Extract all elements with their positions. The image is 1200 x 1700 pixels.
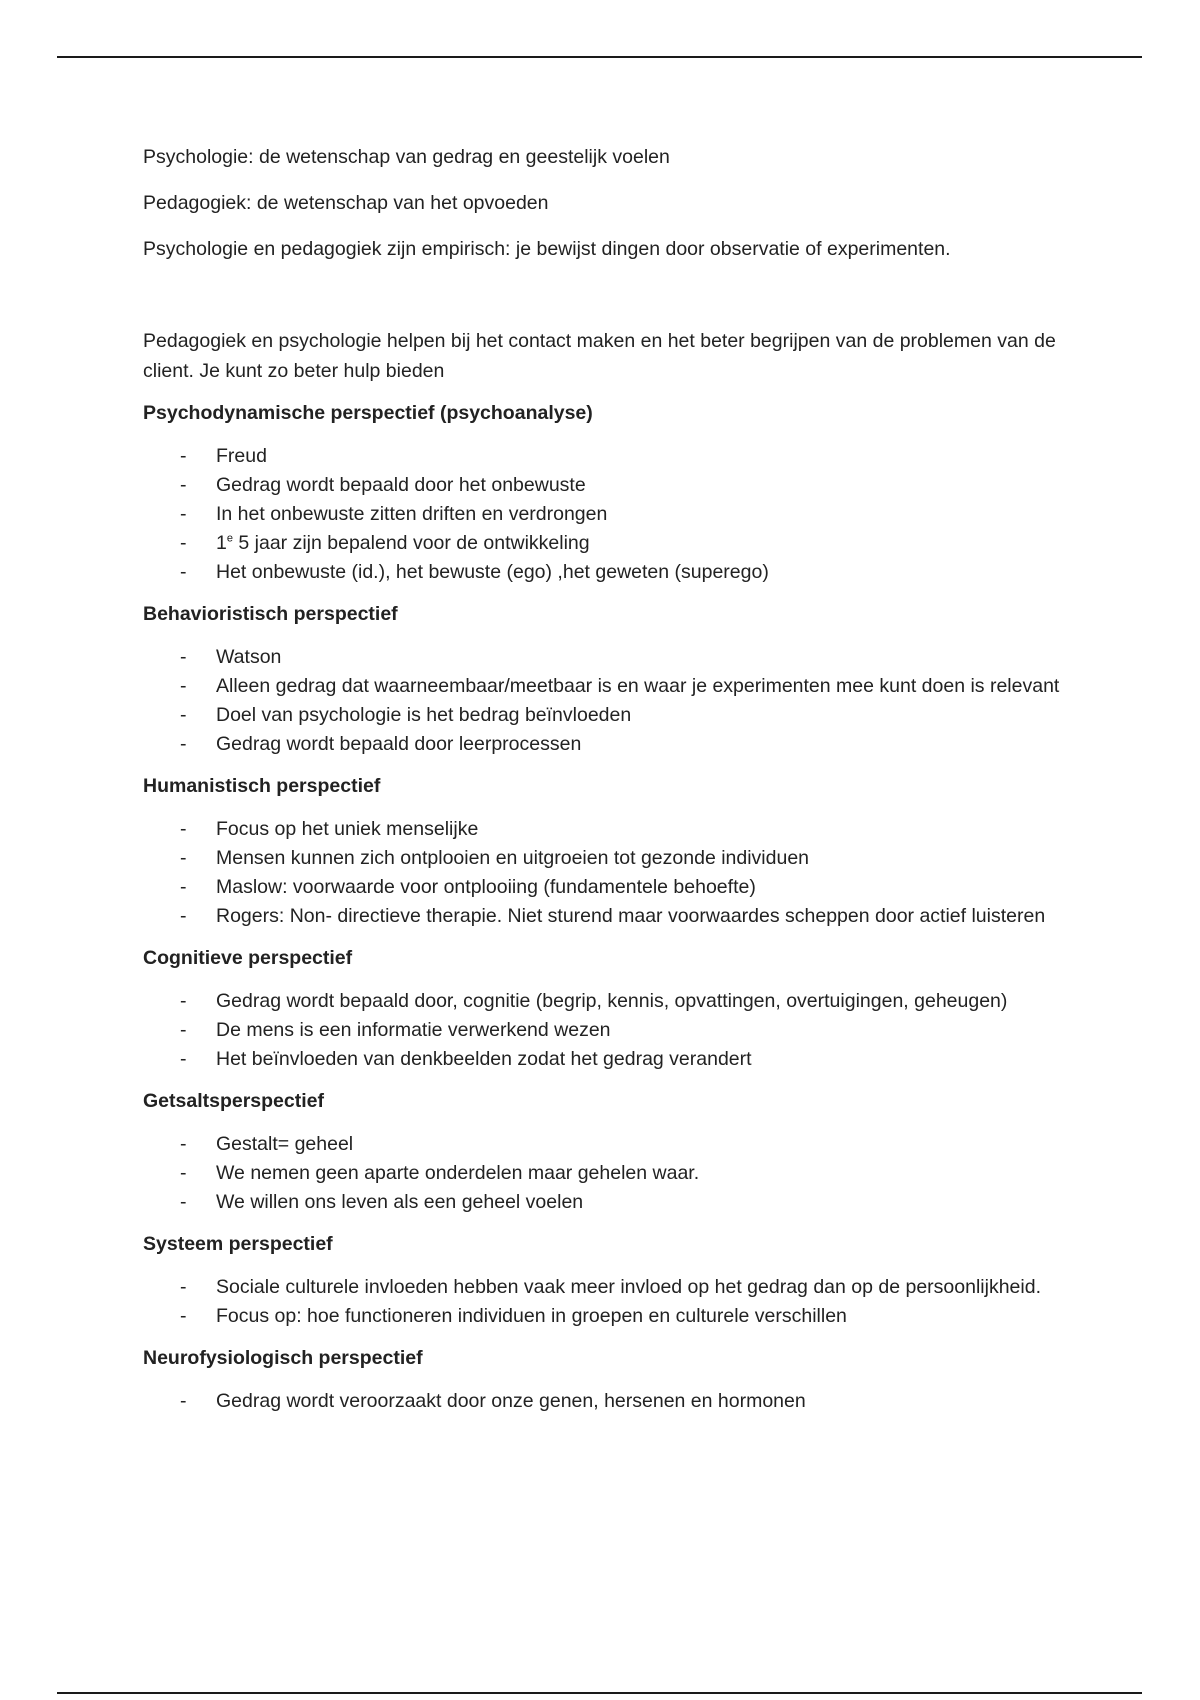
bullet-list [143, 987, 1063, 1074]
bottom-rule [57, 1692, 1142, 1694]
perspectives-list [143, 398, 1063, 1416]
perspective-section [143, 398, 1063, 587]
list-item-text: Het beïnvloeden van denkbeelden zodat het gedrag verandert [216, 1048, 752, 1070]
section-heading: Neurofysiologisch perspectief [143, 1347, 423, 1369]
list-item [143, 1045, 1063, 1074]
bullet-list [143, 442, 1063, 587]
dash-bullet: - [180, 1390, 187, 1412]
list-item-text: Watson [216, 646, 282, 668]
list-item [143, 558, 1063, 587]
list-item [143, 987, 1063, 1016]
list-item [143, 844, 1063, 873]
list-item-text: Focus op: hoe functioneren individuen in groepen en culturele verschillen [216, 1305, 847, 1327]
dash-bullet: - [180, 675, 187, 697]
list-item-text: Freud [216, 445, 267, 467]
bullet-list [143, 1130, 1063, 1217]
dash-bullet: - [180, 1019, 187, 1041]
section-heading: Cognitieve perspectief [143, 947, 353, 969]
list-item-text: Gedrag wordt bepaald door het onbewuste [216, 474, 586, 496]
section-heading: Systeem perspectief [143, 1233, 333, 1255]
list-item-text: Mensen kunnen zich ontplooien en uitgroeien tot gezonde individuen [216, 847, 810, 869]
bullet-list [143, 643, 1063, 759]
dash-bullet: - [180, 847, 187, 869]
list-item [143, 672, 1063, 701]
perspective-section [143, 771, 1063, 931]
list-item-text: We willen ons leven als een geheel voelen [216, 1191, 584, 1213]
dash-bullet: - [180, 990, 187, 1012]
list-item-text: Doel van psychologie is het bedrag beïnvloeden [216, 704, 632, 726]
dash-bullet: - [180, 1048, 187, 1070]
list-item-text: Gedrag wordt bepaald door leerprocessen [216, 733, 582, 755]
document-body [143, 142, 1063, 1428]
ordinal-number: 1 [216, 532, 227, 554]
bullet-list [143, 815, 1063, 931]
perspective-section [143, 943, 1063, 1074]
top-rule [57, 56, 1142, 58]
dash-bullet: - [180, 1305, 187, 1327]
perspective-section [143, 599, 1063, 759]
definition-psychologie: Psychologie: de wetenschap van gedrag en geestelijk voelen [143, 146, 670, 168]
list-item [143, 529, 1063, 558]
list-item [143, 902, 1063, 931]
bullet-list [143, 1387, 1063, 1416]
list-item [143, 643, 1063, 672]
list-item [143, 701, 1063, 730]
section-heading: Psychodynamische perspectief (psychoanalyse) [143, 402, 593, 424]
section-heading: Humanistisch perspectief [143, 775, 381, 797]
dash-bullet: - [180, 818, 187, 840]
list-item [143, 1302, 1063, 1331]
list-item [143, 1130, 1063, 1159]
list-item [143, 873, 1063, 902]
list-item-text: Alleen gedrag dat waarneembaar/meetbaar is en waar je experimenten mee kunt doen is relevant [216, 675, 1060, 697]
list-item-text: We nemen geen aparte onderdelen maar gehelen waar. [216, 1162, 700, 1184]
dash-bullet: - [180, 1162, 187, 1184]
dash-bullet: - [180, 532, 187, 554]
list-item-text [216, 532, 590, 554]
list-item [143, 500, 1063, 529]
dash-bullet: - [180, 474, 187, 496]
bullet-list [143, 1273, 1063, 1331]
dash-bullet: - [180, 561, 187, 583]
list-item [143, 1273, 1063, 1302]
empirical-statement: Psychologie en pedagogiek zijn empirisch: je bewijst dingen door observatie of experimenten. [143, 238, 951, 260]
list-item [143, 1159, 1063, 1188]
list-item [143, 471, 1063, 500]
list-item [143, 1016, 1063, 1045]
list-item [143, 730, 1063, 759]
list-item-text: Gedrag wordt bepaald door, cognitie (begrip, kennis, opvattingen, overtuigingen, geheugen) [216, 990, 1008, 1012]
dash-bullet: - [180, 704, 187, 726]
dash-bullet: - [180, 1191, 187, 1213]
list-item-text: Sociale culturele invloeden hebben vaak meer invloed op het gedrag dan op de persoonlijkheid. [216, 1276, 1041, 1298]
list-item-text: Rogers: Non- directieve therapie. Niet sturend maar voorwaardes scheppen door actief luisteren [216, 905, 1046, 927]
ordinal-suffix: e [226, 532, 233, 545]
dash-bullet: - [180, 503, 187, 525]
perspective-section [143, 1086, 1063, 1217]
list-item-rest: 5 jaar zijn bepalend voor de ontwikkeling [232, 532, 590, 554]
list-item [143, 442, 1063, 471]
list-item-text: Focus op het uniek menselijke [216, 818, 479, 840]
list-item-text: De mens is een informatie verwerkend wezen [216, 1019, 611, 1041]
dash-bullet: - [180, 445, 187, 467]
list-item-text: In het onbewuste zitten driften en verdrongen [216, 503, 608, 525]
intro-paragraph: Pedagogiek en psychologie helpen bij het contact maken en het beter begrijpen van de problemen van de client. Je kunt zo beter hulp bieden [143, 330, 1056, 382]
dash-bullet: - [180, 646, 187, 668]
list-item [143, 1188, 1063, 1217]
definition-pedagogiek: Pedagogiek: de wetenschap van het opvoeden [143, 192, 549, 214]
section-heading: Behavioristisch perspectief [143, 603, 398, 625]
list-item [143, 815, 1063, 844]
list-item-text: Gestalt= geheel [216, 1133, 354, 1155]
list-item-text: Het onbewuste (id.), het bewuste (ego) ,het geweten (superego) [216, 561, 769, 583]
dash-bullet: - [180, 905, 187, 927]
list-item [143, 1387, 1063, 1416]
list-item-text: Maslow: voorwaarde voor ontplooiing (fundamentele behoefte) [216, 876, 756, 898]
list-item-text: Gedrag wordt veroorzaakt door onze genen, hersenen en hormonen [216, 1390, 806, 1412]
perspective-section [143, 1229, 1063, 1331]
dash-bullet: - [180, 1276, 187, 1298]
section-heading: Getsaltsperspectief [143, 1090, 324, 1112]
dash-bullet: - [180, 876, 187, 898]
perspective-section [143, 1343, 1063, 1416]
dash-bullet: - [180, 1133, 187, 1155]
dash-bullet: - [180, 733, 187, 755]
